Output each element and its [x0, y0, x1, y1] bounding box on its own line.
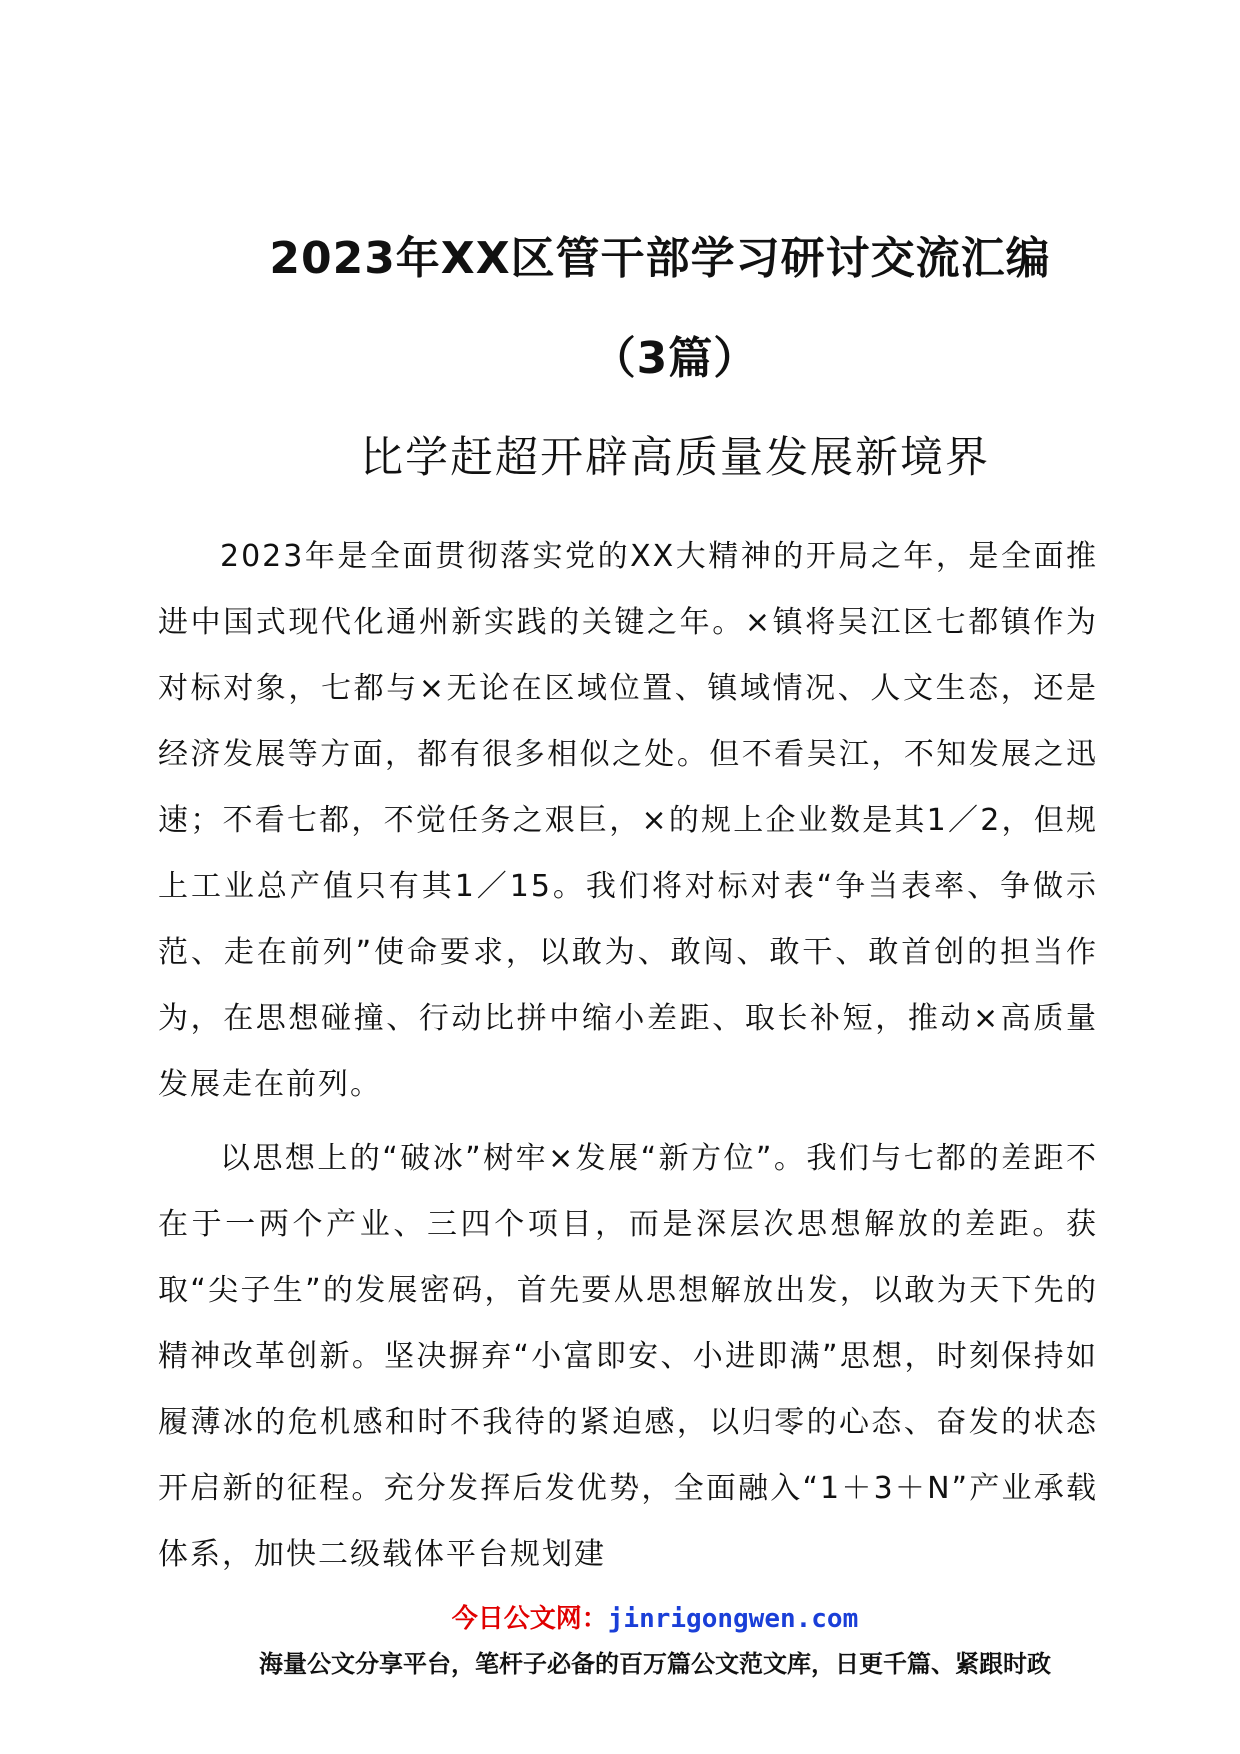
footer-site-line — [0, 1598, 1240, 1635]
article-title: 比学赶超开辟高质量发展新境界 — [360, 433, 990, 483]
document-subtitle: （3篇） — [591, 333, 759, 384]
paragraph: 以思想上的“破冰”树牢×发展“新方位”。我们与七都的差距不在于一两个产业、三四个项目，而是深层次思想解放的差距。获取“尖子生”的发展密码，首先要从思想解放出发，以敢为天下先的精神改革创新。坚决摒弃“小富即安、小进即满”思想，时刻保持如履薄冰的危机感和时不我待的紧迫感，以归零的心态、奋发的状态开启新的征程。充分发挥后发优势，全面融入“1＋3＋N”产业承载体系，加快二级载体平台规划建 — [158, 1141, 1098, 1572]
document-title: 2023年XX区管干部学习研讨交流汇编 — [269, 233, 1051, 284]
footer-site-name: 今日公文网： — [451, 1604, 608, 1634]
footer-site-link[interactable]: jinrigongwen.com — [607, 1604, 859, 1634]
article-body — [158, 524, 1098, 1596]
paragraph: 2023年是全面贯彻落实党的XX大精神的开局之年，是全面推进中国式现代化通州新实践的关键之年。×镇将吴江区七都镇作为对标对象，七都与×无论在区域位置、镇域情况、人文生态，还是经济发展等方面，都有很多相似之处。但不看吴江，不知发展之迅速；不看七都，不觉任务之艰巨，×的规上企业数是其1／2，但规上工业总产值只有其1／15。我们将对标对表“争当表率、争做示范、走在前列”使命要求，以敢为、敢闯、敢干、敢首创的担当作为，在思想碰撞、行动比拼中缩小差距、取长补短，推动×高质量发展走在前列。 — [158, 539, 1098, 1102]
footer-slogan: 海量公文分享平台，笔杆子必备的百万篇公文范文库，日更千篇、紧跟时政 — [259, 1650, 1051, 1678]
